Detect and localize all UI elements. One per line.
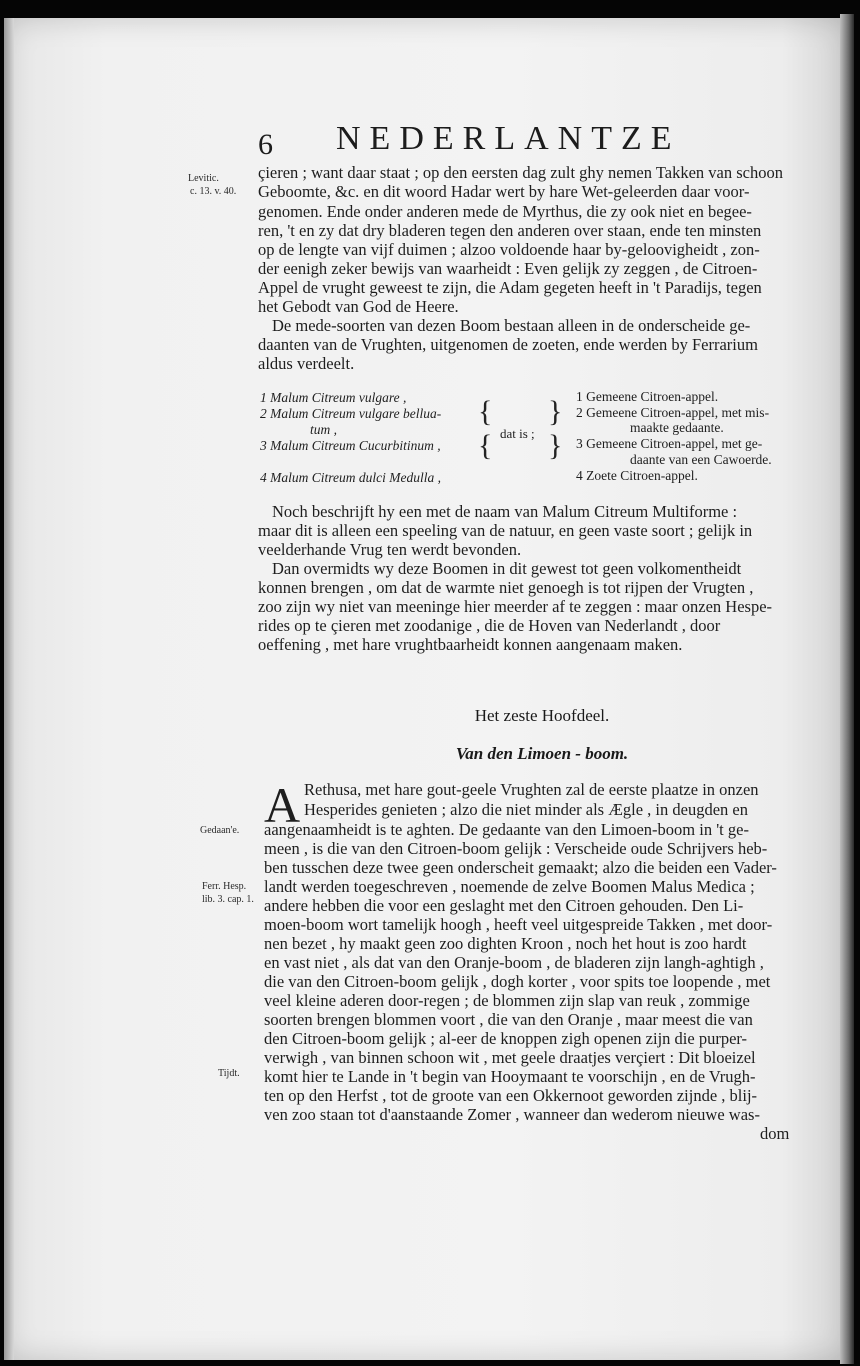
text-line: op de lengte van vijf duimen ; alzoo voldoende haar by-geloovigheidt , zon- bbox=[258, 240, 760, 259]
list-item-latin: 2 Malum Citreum vulgare bellua- bbox=[260, 406, 442, 421]
list-item-latin: tum , bbox=[310, 422, 337, 437]
page-number: 6 bbox=[258, 128, 273, 161]
text-line: ren, 't en zy dat dry bladeren tegen den anderen over staan, ende ten minsten bbox=[258, 221, 762, 240]
text-line: nen bezet , hy maakt geen zoo dighten Kroon , noch het hout is zoo hardt bbox=[264, 934, 747, 953]
drop-cap: A bbox=[264, 777, 301, 833]
text-line: ten op den Herfst , tot de groote van een Okkernoot geworden zijnde , blij- bbox=[264, 1086, 758, 1105]
page-header bbox=[0, 116, 860, 166]
text-line: landt werden toegeschreven , noemende de zelve Boomen Malus Medica ; bbox=[264, 877, 755, 896]
list-item-dutch: 1 Gemeene Citroen-appel. bbox=[576, 389, 719, 404]
text-line: rides op te çieren met zoodanige , die de Hoven van Nederlandt , door bbox=[258, 616, 721, 635]
text-line: Rethusa, met hare gout-geele Vrughten zal de eerste plaatze in onzen bbox=[304, 780, 759, 799]
margin-note-levitic: Levitic. bbox=[188, 173, 219, 184]
text-line: en vast niet , als dat van den Oranje-boom , de bladeren zijn langh-aghtigh , bbox=[264, 953, 764, 972]
list-item-latin: 3 Malum Citreum Cucurbitinum , bbox=[260, 438, 441, 453]
list-item-dutch: daante van een Cawoerde. bbox=[630, 452, 772, 467]
catchword: dom bbox=[760, 1124, 790, 1143]
margin-note-ferrarius-ref: lib. 3. cap. 1. bbox=[202, 894, 254, 905]
text-line: De mede-soorten van dezen Boom bestaan alleen in de onderscheide ge- bbox=[272, 316, 751, 335]
left-brace: { bbox=[478, 429, 493, 462]
text-line: den Citroen-boom gelijk ; al-eer de knoppen zigh openen zijn die purper- bbox=[264, 1029, 748, 1048]
chapter-heading: Het zeste Hoofdeel. bbox=[474, 706, 610, 725]
page-left-edge bbox=[4, 18, 14, 1360]
margin-note-tijdt: Tijdt. bbox=[218, 1068, 240, 1079]
chapter-subheading: Van den Limoen - boom. bbox=[455, 744, 629, 763]
text-line: ben tusschen deze twee geen onderscheit gemaakt; alzo die beiden een Vader- bbox=[264, 858, 777, 877]
text-line: meen , is die van den Citroen-boom gelijk : Verscheide oude Schrijvers heb- bbox=[264, 839, 768, 858]
right-brace: } bbox=[548, 395, 563, 428]
text-line: genomen. Ende onder anderen mede de Myrthus, die zy ook niet en begee- bbox=[258, 202, 752, 221]
text-line: komt hier te Lande in 't begin van Hooymaant te voorschijn , en de Vrugh- bbox=[264, 1067, 756, 1086]
text-line: ven zoo staan tot d'aanstaande Zomer , wanneer dan wederom nieuwe was- bbox=[264, 1105, 760, 1124]
text-line: veelderhande Vrug ten werdt bevonden. bbox=[258, 540, 522, 559]
text-line: Hesperides genieten ; alzo die niet minder als Ægle , in deugden en bbox=[304, 800, 748, 819]
page-right-edge bbox=[840, 14, 854, 1364]
margin-note-ferrarius: Ferr. Hesp. bbox=[202, 881, 247, 892]
text-line: daanten van de Vrughten, uitgenomen de zoeten, ende werden by Ferrarium bbox=[258, 335, 758, 354]
text-line: veel kleine aderen door-regen ; de blommen zijn slap van reuk , zommige bbox=[264, 991, 750, 1010]
text-line: andere hebben die voor een geslaght met den Citroen gehouden. Den Li- bbox=[264, 896, 744, 915]
list-connector: dat is ; bbox=[500, 426, 535, 441]
running-title: NEDERLANTZE bbox=[336, 120, 681, 157]
left-brace: { bbox=[478, 395, 493, 428]
list-item-dutch: 4 Zoete Citroen-appel. bbox=[576, 468, 698, 483]
text-line: soorten brengen blommen voort , die van den Oranje , maar meest die van bbox=[264, 1010, 753, 1029]
text-line: aldus verdeelt. bbox=[258, 354, 355, 373]
text-line: Noch beschrijft hy een met de naam van Malum Citreum Multiforme : bbox=[272, 502, 738, 521]
text-line: Dan overmidts wy deze Boomen in dit gewest tot geen volkomentheidt bbox=[272, 559, 742, 578]
text-line: zoo zijn wy niet van meeninge hier meerder af te zeggen : maar onzen Hespe- bbox=[258, 597, 773, 616]
text-line: aangenaamheidt is te aghten. De gedaante van den Limoen-boom in 't ge- bbox=[264, 820, 749, 839]
right-brace: } bbox=[548, 429, 563, 462]
margin-note-gedaante: Gedaan'e. bbox=[200, 825, 240, 836]
list-item-dutch: 3 Gemeene Citroen-appel, met ge- bbox=[576, 436, 763, 451]
text-line: der eenigh zeker bewijs van waarheidt : Even gelijk zy zeggen , de Citroen- bbox=[258, 259, 758, 278]
text-line: maar dit is alleen een speeling van de natuur, en geen vaste soort ; gelijk in bbox=[258, 521, 753, 540]
text-line: verwigh , van binnen schoon wit , met geele draatjes verçiert : Dit bloeizel bbox=[264, 1048, 756, 1067]
text-line: het Gebodt van God de Heere. bbox=[258, 297, 459, 316]
text-line: Geboomte, &c. en dit woord Hadar wert by hare Wet-geleerden daar voor- bbox=[258, 182, 750, 201]
text-line: oeffening , met hare vrughtbaarheidt konnen aangenaam maken. bbox=[258, 635, 683, 654]
text-line: konnen brengen , om dat de warmte niet genoegh is tot rijpen der Vrugten , bbox=[258, 578, 754, 597]
list-item-dutch: maakte gedaante. bbox=[630, 420, 724, 435]
text-line: moen-boom wort tamelijk hoogh , heeft veel uitgespreide Takken , met door- bbox=[264, 915, 773, 934]
text-line: die van den Citroen-boom gelijk , dogh korter , voor spits toe loopende , met bbox=[264, 972, 771, 991]
list-item-latin: 1 Malum Citreum vulgare , bbox=[260, 390, 407, 405]
text-line: çieren ; want daar staat ; op den eersten dag zult ghy nemen Takken van schoon bbox=[258, 163, 783, 182]
margin-note-levitic-ref: c. 13. v. 40. bbox=[190, 186, 237, 197]
text-line: Appel de vrught geweest te zijn, die Adam gegeten heeft in 't Paradijs, tegen bbox=[258, 278, 762, 297]
list-item-latin: 4 Malum Citreum dulci Medulla , bbox=[260, 470, 441, 485]
list-item-dutch: 2 Gemeene Citroen-appel, met mis- bbox=[576, 405, 770, 420]
